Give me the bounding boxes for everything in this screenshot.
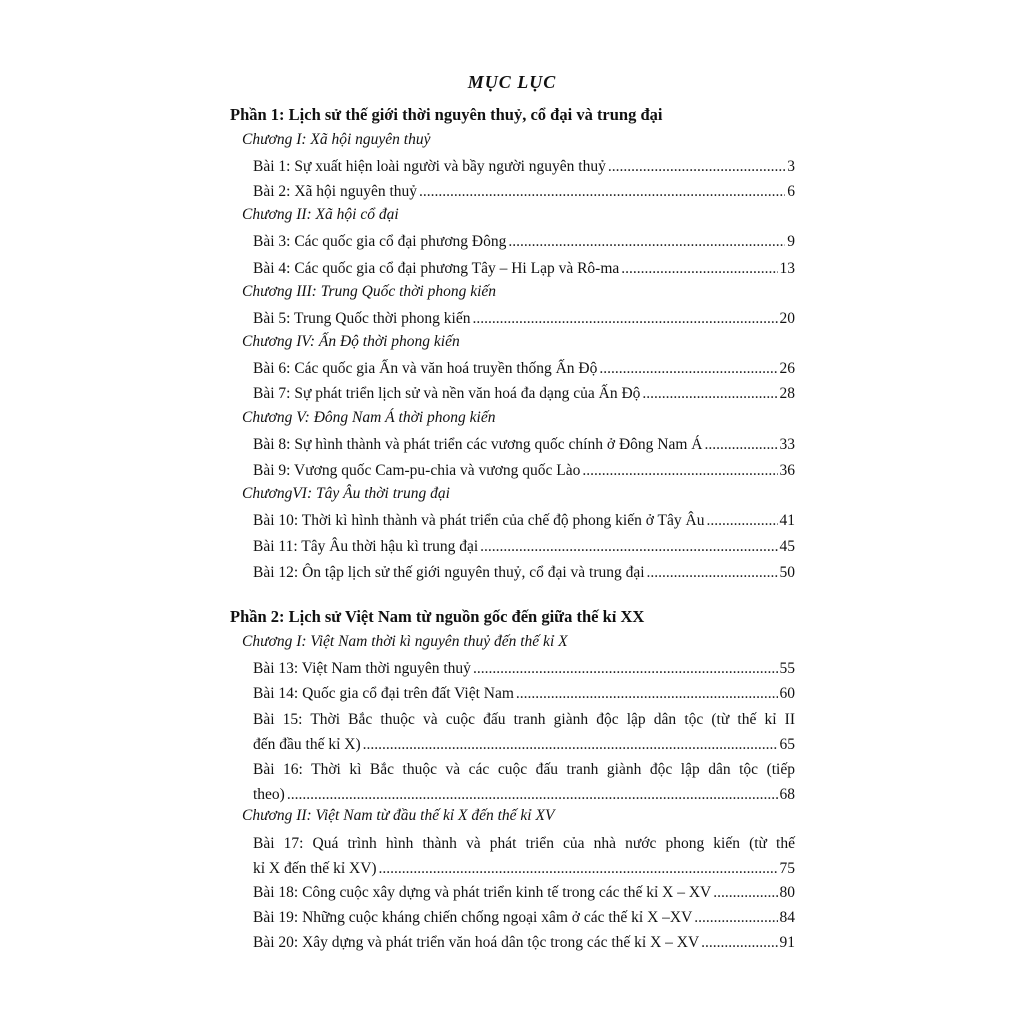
entry-page: 65 bbox=[779, 736, 795, 753]
entry-title-line-1: Bài 17: Quá trình hình thành và phát triển của nhà nước phong kiến (từ thế bbox=[253, 835, 795, 852]
entry-page: 41 bbox=[779, 512, 795, 529]
entry-page: 33 bbox=[779, 436, 795, 453]
part-2-chapter-2: Chương II: Việt Nam từ đầu thế kỉ X đến thế kỉ XV bbox=[242, 807, 555, 824]
entry-title: Bài 20: Xây dựng và phát triển văn hoá dân tộc trong các thế kỉ X – XV bbox=[253, 934, 700, 951]
entry-title: Bài 14: Quốc gia cổ đại trên đất Việt Nam bbox=[253, 685, 514, 702]
dot-leader bbox=[599, 356, 777, 381]
entry-title: Bài 7: Sự phát triển lịch sử và nền văn hoá đa dạng của Ấn Độ bbox=[253, 385, 641, 402]
entry-title: Bài 11: Tây Âu thời hậu kì trung đại bbox=[253, 538, 479, 555]
entry-title: Bài 8: Sự hình thành và phát triển các vương quốc chính ở Đông Nam Á bbox=[253, 436, 703, 453]
toc-entry-bai-13[interactable] bbox=[253, 656, 795, 681]
toc-entry-bai-1[interactable] bbox=[253, 154, 795, 179]
entry-page: 13 bbox=[779, 260, 795, 277]
entry-title-line-1: Bài 16: Thời kì Bắc thuộc và các cuộc đấu tranh giành độc lập dân tộc (tiếp bbox=[253, 761, 795, 778]
dot-leader bbox=[642, 381, 777, 406]
entry-title: Bài 9: Vương quốc Cam-pu-chia và vương quốc Lào bbox=[253, 462, 581, 479]
dot-leader bbox=[706, 508, 777, 533]
dot-leader bbox=[694, 905, 777, 930]
entry-page: 91 bbox=[779, 934, 795, 951]
entry-title: Bài 12: Ôn tập lịch sử thế giới nguyên thuỷ, cổ đại và trung đại bbox=[253, 564, 645, 581]
entry-title: Bài 2: Xã hội nguyên thuỷ bbox=[253, 183, 418, 200]
toc-entry-bai-20[interactable] bbox=[253, 930, 795, 955]
part-2-chapter-1: Chương I: Việt Nam thời kì nguyên thuỷ đến thế kỉ X bbox=[242, 633, 568, 650]
entry-title-line-2: đến đầu thế kỉ X) bbox=[253, 736, 361, 753]
entry-page: 55 bbox=[779, 660, 795, 677]
part-1-chapter-6: ChươngVI: Tây Âu thời trung đại bbox=[242, 485, 450, 502]
dot-leader bbox=[701, 930, 777, 955]
entry-title: Bài 13: Việt Nam thời nguyên thuỷ bbox=[253, 660, 471, 677]
toc-entry-bai-10[interactable] bbox=[253, 508, 795, 533]
entry-page: 80 bbox=[779, 884, 795, 901]
toc-entry-bai-14[interactable] bbox=[253, 681, 795, 706]
entry-title-line-2: theo) bbox=[253, 786, 285, 803]
entry-page: 84 bbox=[779, 909, 795, 926]
entry-page: 6 bbox=[787, 183, 795, 200]
dot-leader bbox=[608, 154, 785, 179]
dot-leader bbox=[287, 782, 778, 807]
entry-page: 75 bbox=[779, 860, 795, 877]
toc-entry-bai-7[interactable] bbox=[253, 381, 795, 406]
dot-leader bbox=[704, 432, 777, 457]
entry-title-line-1: Bài 15: Thời Bắc thuộc và cuộc đấu tranh giành độc lập dân tộc (từ thế kỉ II bbox=[253, 711, 795, 728]
toc-entry-bai-11[interactable] bbox=[253, 534, 795, 559]
toc-entry-bai-2[interactable] bbox=[253, 179, 795, 204]
entry-page: 26 bbox=[779, 360, 795, 377]
toc-entry-bai-6[interactable] bbox=[253, 356, 795, 381]
dot-leader bbox=[516, 681, 778, 706]
dot-leader bbox=[480, 534, 777, 559]
entry-page: 45 bbox=[779, 538, 795, 555]
toc-entry-bai-19[interactable] bbox=[253, 905, 795, 930]
part-1-chapter-5: Chương V: Đông Nam Á thời phong kiến bbox=[242, 409, 496, 426]
entry-title: Bài 1: Sự xuất hiện loài người và bầy người nguyên thuỷ bbox=[253, 158, 606, 175]
toc-entry-bai-9[interactable] bbox=[253, 458, 795, 483]
entry-title: Bài 4: Các quốc gia cổ đại phương Tây – Hi Lạp và Rô-ma bbox=[253, 260, 620, 277]
dot-leader bbox=[621, 256, 777, 281]
entry-page: 9 bbox=[787, 233, 795, 250]
dot-leader bbox=[363, 732, 778, 757]
dot-leader bbox=[379, 856, 778, 881]
part-1-chapter-4: Chương IV: Ấn Độ thời phong kiến bbox=[242, 333, 460, 350]
toc-entry-bai-16[interactable] bbox=[253, 757, 795, 807]
entry-page: 60 bbox=[779, 685, 795, 702]
dot-leader bbox=[419, 179, 785, 204]
dot-leader bbox=[582, 458, 777, 483]
dot-leader bbox=[472, 306, 777, 331]
dot-leader bbox=[713, 880, 777, 905]
dot-leader bbox=[508, 229, 785, 254]
part-1-heading: Phần 1: Lịch sử thế giới thời nguyên thuỷ, cổ đại và trung đại bbox=[230, 105, 663, 124]
part-1-chapter-3: Chương III: Trung Quốc thời phong kiến bbox=[242, 283, 497, 300]
toc-entry-bai-3[interactable] bbox=[253, 229, 795, 254]
entry-title: Bài 3: Các quốc gia cổ đại phương Đông bbox=[253, 233, 507, 250]
dot-leader bbox=[647, 560, 778, 585]
toc-entry-bai-12[interactable] bbox=[253, 560, 795, 585]
entry-title-line-2: kỉ X đến thế kỉ XV) bbox=[253, 860, 377, 877]
toc-entry-bai-18[interactable] bbox=[253, 880, 795, 905]
entry-page: 68 bbox=[779, 786, 795, 803]
toc-entry-bai-8[interactable] bbox=[253, 432, 795, 457]
entry-title: Bài 5: Trung Quốc thời phong kiến bbox=[253, 310, 471, 327]
toc-entry-bai-5[interactable] bbox=[253, 306, 795, 331]
toc-entry-bai-17[interactable] bbox=[253, 831, 795, 881]
part-1-chapter-2: Chương II: Xã hội cổ đại bbox=[242, 206, 399, 223]
entry-title: Bài 19: Những cuộc kháng chiến chống ngoại xâm ở các thế kỉ X –XV bbox=[253, 909, 693, 926]
entry-page: 36 bbox=[779, 462, 795, 479]
entry-page: 50 bbox=[779, 564, 795, 581]
toc-entry-bai-15[interactable] bbox=[253, 707, 795, 757]
toc-entry-bai-4[interactable] bbox=[253, 256, 795, 281]
part-2-heading: Phần 2: Lịch sử Việt Nam từ nguồn gốc đến giữa thế kỉ XX bbox=[230, 607, 645, 626]
entry-title: Bài 10: Thời kì hình thành và phát triển của chế độ phong kiến ở Tây Âu bbox=[253, 512, 705, 529]
dot-leader bbox=[473, 656, 778, 681]
entry-page: 28 bbox=[779, 385, 795, 402]
entry-title: Bài 18: Công cuộc xây dựng và phát triển kinh tế trong các thế kỉ X – XV bbox=[253, 884, 712, 901]
page-title: MỤC LỤC bbox=[467, 72, 557, 92]
entry-page: 20 bbox=[779, 310, 795, 327]
entry-page: 3 bbox=[787, 158, 795, 175]
entry-title: Bài 6: Các quốc gia Ấn và văn hoá truyền thống Ấn Độ bbox=[253, 360, 598, 377]
part-1-chapter-1: Chương I: Xã hội nguyên thuỷ bbox=[242, 131, 431, 148]
